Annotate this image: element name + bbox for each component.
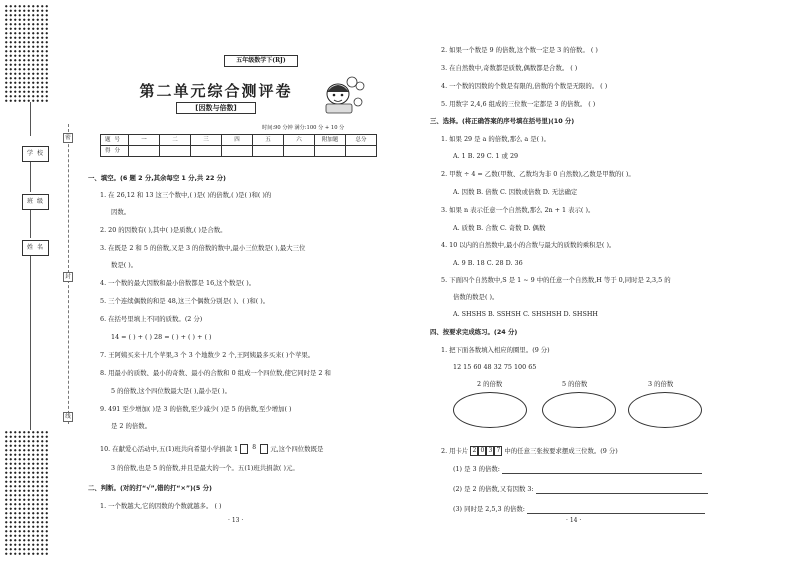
- score-cell: 一: [129, 135, 160, 146]
- question-line: 倍数的数是( )。: [453, 293, 499, 301]
- name-field[interactable]: 姓 名: [22, 240, 49, 256]
- score-table: [100, 134, 377, 157]
- cut-mark: 密: [63, 133, 73, 143]
- question-line: 1. 如果 29 是 a 的倍数,那么 a 是( )。: [441, 135, 551, 143]
- grade-tag: 五年级数学下(RJ): [224, 55, 298, 67]
- dot-pattern-top: [4, 4, 50, 102]
- side-divider: [30, 162, 31, 192]
- section-heading: 四、按要求完成练习。(24 分): [430, 328, 518, 336]
- score-table-header-row: [101, 135, 377, 146]
- score-input-cell[interactable]: [284, 146, 315, 157]
- score-cell: 四: [222, 135, 253, 146]
- question-line: 是 2 的倍数。: [111, 422, 152, 430]
- digit-card: 2: [470, 446, 478, 456]
- section-heading: 三、选择。(将正确答案的序号填在括号里)(10 分): [430, 117, 575, 125]
- score-input-cell[interactable]: [315, 146, 346, 157]
- option-line: A. 质数 B. 合数 C. 奇数 D. 偶数: [453, 224, 546, 232]
- question-line: 2. 20 的因数有( ),其中( )是质数,( )是合数。: [100, 226, 227, 234]
- question-line: 3. 在自然数中,奇数都是质数,偶数都是合数。 ( ): [441, 64, 578, 72]
- question-line: 4. 10 以内的自然数中,最小的合数与最大的质数的乘积是( )。: [441, 241, 616, 249]
- score-input-cell[interactable]: [191, 146, 222, 157]
- score-input-cell[interactable]: [160, 146, 191, 157]
- q2-text: 2. 用卡片: [441, 447, 469, 455]
- cut-mark: 线: [63, 412, 73, 422]
- time-and-score-info: 时间:90 分钟 满分:100 分 + 10 分: [262, 125, 345, 131]
- score-cell: 五: [253, 135, 284, 146]
- digit-card: 0: [478, 446, 486, 456]
- answer-line[interactable]: [527, 507, 705, 514]
- blank-box[interactable]: [240, 444, 248, 454]
- side-divider: [30, 210, 31, 238]
- q2-text: 中的任意三张按要求摆成三位数。(9 分): [504, 447, 618, 455]
- question-line: 1. 在 26,12 和 13 这三个数中,( )是( )的倍数,( )是( )和( )的: [100, 191, 272, 199]
- question-line: 5 的倍数,这个四位数最大是( ),最小是( )。: [111, 387, 232, 395]
- page-title: 第二单元综合测评卷: [139, 82, 293, 100]
- number-list: 12 15 60 48 32 75 100 65: [453, 363, 537, 371]
- score-input-cell[interactable]: [129, 146, 160, 157]
- question-line: 7. 王阿姨买来十几个苹果,3 个 3 个地数少 2 个,王阿姨最多买来( )个苹果。: [100, 351, 315, 359]
- circle-label: 3 的倍数: [648, 380, 674, 388]
- score-cell: 三: [191, 135, 222, 146]
- question-line: 2. 甲数 ÷ 4 = 乙数(甲数、乙数均为非 0 自然数),乙数是甲数的( )。: [441, 170, 635, 178]
- side-divider: [30, 102, 31, 136]
- score-cell: 总分: [346, 135, 377, 146]
- answer-line[interactable]: [502, 467, 702, 474]
- question-line: 8. 用最小的质数、最小的奇数、最小的合数和 0 组成一个四位数,使它同时是 2 和: [100, 369, 331, 377]
- page-number: · 13 ·: [228, 517, 244, 524]
- option-line: A. 9 B. 18 C. 28 D. 36: [453, 259, 523, 267]
- question-line-cards: [441, 446, 618, 456]
- answer-label: (2) 是 2 的倍数,又有因数 3:: [453, 485, 534, 493]
- score-cell: 附加题: [315, 135, 346, 146]
- question-line: 9. 491 至少增加( )是 3 的倍数,至少减少( )是 5 的倍数,至少增加( ): [100, 405, 292, 413]
- answer-row: [453, 506, 705, 514]
- card-digit: 8: [252, 444, 257, 451]
- section-heading: 一、填空。(6 题 2 分,其余每空 1 分,共 22 分): [88, 174, 226, 182]
- circle-label: 5 的倍数: [562, 380, 588, 388]
- page-subtitle: [因数与倍数]: [176, 102, 256, 114]
- score-cell: 六: [284, 135, 315, 146]
- score-input-cell[interactable]: [346, 146, 377, 157]
- question-line: 3. 在既是 2 和 5 的倍数,又是 3 的倍数的数中,最小三位数是( ),最大三位: [100, 244, 306, 252]
- question-line: 1. 一个数越大,它的因数的个数就越多。 ( ): [100, 502, 222, 510]
- circle-label: 2 的倍数: [477, 380, 503, 388]
- answer-label: (1) 是 3 的倍数:: [453, 465, 500, 473]
- question-line: 3. 如果 n 表示任意一个自然数,那么 2n + 1 表示( )。: [441, 206, 595, 214]
- digit-card: 3: [486, 446, 494, 456]
- option-line: A. SHSHS B. SSHSH C. SHSHSH D. SHSHH: [453, 310, 598, 318]
- question-line: 数是( )。: [111, 261, 138, 269]
- question-line: 5. 下面四个自然数中,S 是 1 ~ 9 中的任意一个自然数,H 等于 0,同时是 2,3,5 的: [441, 276, 671, 284]
- answer-circle-5[interactable]: [542, 392, 616, 428]
- question-line: 5. 三个连续偶数的和是 48,这三个偶数分别是( )、( )和( )。: [100, 297, 270, 305]
- cut-mark: 封: [63, 272, 73, 282]
- blank-box[interactable]: [260, 444, 268, 454]
- page-number: · 14 ·: [566, 517, 582, 524]
- answer-row: [453, 486, 708, 494]
- question-line: 3 的倍数,也是 5 的倍数,并且是最大的一个。五(1)班共捐款( )元。: [111, 464, 299, 472]
- option-line: A. 因数 B. 倍数 C. 因数或倍数 D. 无法确定: [453, 188, 578, 196]
- question-line: 5. 用数字 2,4,6 组成的三位数一定都是 3 的倍数。 ( ): [441, 100, 596, 108]
- score-cell: 题号: [101, 135, 129, 146]
- score-cell: 得分: [101, 146, 129, 157]
- question-line: 1. 把下面各数填入相应的圈里。(9 分): [441, 346, 550, 354]
- answer-circle-2[interactable]: [453, 392, 527, 428]
- side-divider: [30, 256, 31, 430]
- q10-text: 元,这个四位数既是: [270, 445, 324, 453]
- question-line: 4. 一个数的最大因数和最小倍数都是 16,这个数是( )。: [100, 279, 256, 287]
- question-line: 6. 在括号里填上不同的质数。(2 分): [100, 315, 203, 323]
- answer-circle-3[interactable]: [628, 392, 702, 428]
- school-field[interactable]: 学 校: [22, 146, 49, 162]
- section-heading: 二、判断。(对的打“√”,错的打“×”)(5 分): [88, 484, 212, 492]
- mascot-illustration-icon: [318, 72, 366, 116]
- score-cell: 二: [160, 135, 191, 146]
- dot-pattern-bottom: [4, 430, 50, 556]
- question-line: 4. 一个数的因数的个数是有限的,倍数的个数是无限的。 ( ): [441, 82, 608, 90]
- digit-card: 7: [494, 446, 502, 456]
- score-input-cell[interactable]: [222, 146, 253, 157]
- question-line: 2. 如果一个数是 9 的倍数,这个数一定是 3 的倍数。 ( ): [441, 46, 598, 54]
- option-line: A. 1 B. 29 C. 1 或 29: [453, 152, 519, 160]
- score-table-score-row: [101, 146, 377, 157]
- question-line-10: [100, 444, 323, 454]
- answer-label: (3) 同时是 2,5,3 的倍数:: [453, 505, 525, 513]
- q10-text: 10. 在献爱心活动中,五(1)班共向希望小学捐款 1: [100, 445, 239, 453]
- answer-line[interactable]: [536, 487, 708, 494]
- score-input-cell[interactable]: [253, 146, 284, 157]
- question-line: 14 = ( ) + ( ) 28 = ( ) + ( ) + ( ): [111, 333, 212, 341]
- question-line: 因数。: [111, 208, 131, 216]
- class-field[interactable]: 班 级: [22, 194, 49, 210]
- answer-row: [453, 466, 702, 474]
